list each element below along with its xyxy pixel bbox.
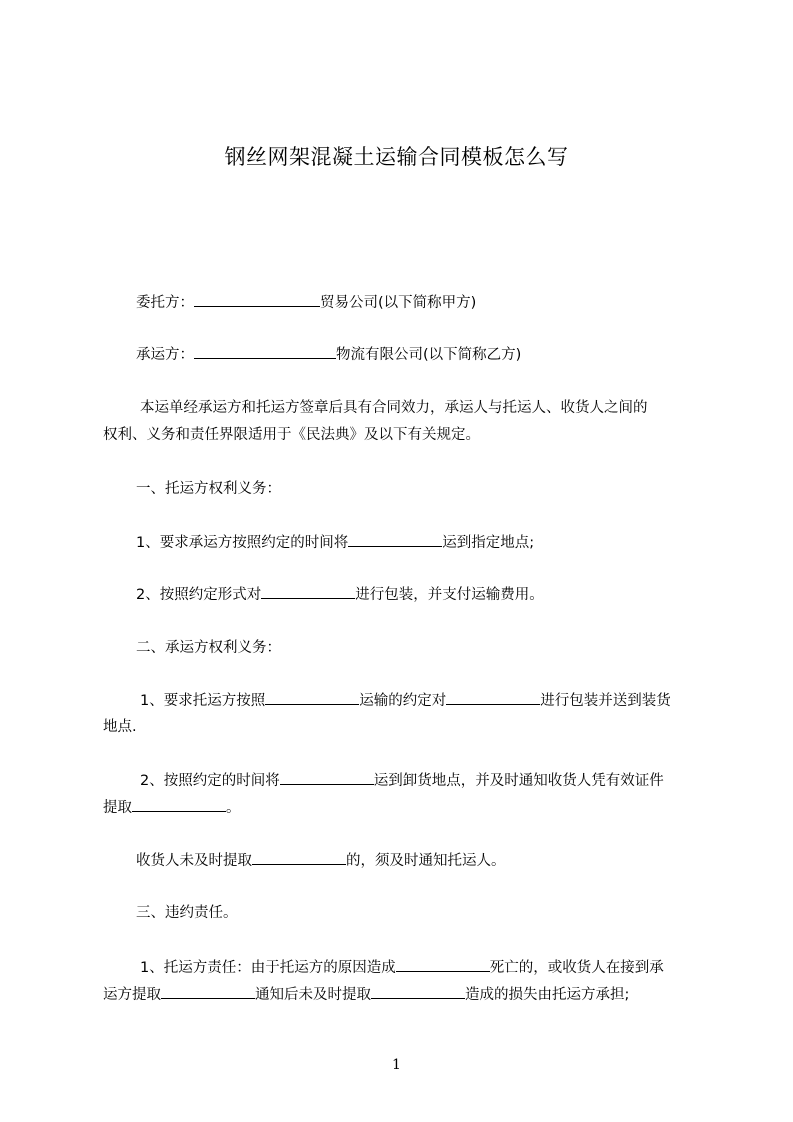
carrier-suffix: 物流有限公司(以下简称乙方) bbox=[336, 347, 522, 363]
section-2-item-2 bbox=[140, 770, 740, 791]
item-blank[interactable] bbox=[280, 770, 374, 785]
item-text: 通知后未及时提取 bbox=[255, 987, 371, 1003]
carrier-line bbox=[136, 344, 736, 365]
item-text: 1、要求承运方按照约定的时间将 bbox=[136, 535, 349, 551]
intro-line-2: 权利、义务和责任界限适用于《民法典》及以下有关规定。 bbox=[103, 427, 480, 443]
item-blank[interactable] bbox=[348, 532, 442, 547]
section-3-item-1-cont bbox=[103, 984, 703, 1005]
item-text: 1、要求托运方按照 bbox=[140, 693, 266, 709]
item-text: 运方提取 bbox=[103, 987, 161, 1003]
item-text: 收货人未及时提取 bbox=[136, 853, 252, 869]
item-blank[interactable] bbox=[252, 850, 346, 865]
item-text: 2、按照约定形式对 bbox=[136, 587, 262, 603]
item-text: 进行包装，并支付运输费用。 bbox=[355, 587, 544, 603]
item-blank[interactable] bbox=[371, 984, 465, 999]
item-blank[interactable] bbox=[161, 984, 255, 999]
item-text: 2、按照约定的时间将 bbox=[140, 773, 280, 789]
item-blank[interactable] bbox=[446, 690, 540, 705]
section-2-item-1-cont: 地点. bbox=[103, 719, 137, 735]
section-3-item-1 bbox=[140, 957, 740, 978]
section-1-item-2 bbox=[136, 584, 736, 605]
item-text: 的，须及时通知托运人。 bbox=[346, 853, 506, 869]
section-1-heading: 一、托运方权利义务： bbox=[136, 481, 281, 497]
consignor-blank[interactable] bbox=[194, 292, 320, 307]
document-title: 钢丝网架混凝土运输合同模板怎么写 bbox=[224, 145, 569, 169]
item-blank[interactable] bbox=[261, 584, 355, 599]
item-text: 1、托运方责任：由于托运方的原因造成 bbox=[140, 960, 396, 976]
item-blank[interactable] bbox=[396, 957, 490, 972]
section-2-item-1 bbox=[140, 690, 740, 711]
consignor-label: 委托方： bbox=[136, 295, 194, 311]
item-text: 运到卸货地点，并及时通知收货人凭有效证件 bbox=[373, 773, 664, 789]
item-blank[interactable] bbox=[132, 797, 226, 812]
page-number: 1 bbox=[392, 1057, 401, 1073]
section-2-note bbox=[136, 850, 736, 871]
consignor-line bbox=[136, 292, 736, 313]
item-text: 提取 bbox=[103, 800, 132, 816]
section-2-heading: 二、承运方权利义务： bbox=[136, 640, 281, 656]
section-3-heading: 三、违约责任。 bbox=[136, 905, 238, 921]
intro-line-1: 本运单经承运方和托运方签章后具有合同效力，承运人与托运人、收货人之间的 bbox=[140, 400, 648, 416]
item-text: 造成的损失由托运方承担; bbox=[465, 987, 630, 1003]
item-text: 运输的约定对 bbox=[359, 693, 447, 709]
item-text: 进行包装并送到装货 bbox=[540, 693, 671, 709]
item-text: 运到指定地点; bbox=[442, 535, 535, 551]
item-text: 。 bbox=[226, 800, 241, 816]
section-2-item-2-cont bbox=[103, 797, 703, 818]
carrier-label: 承运方： bbox=[136, 347, 194, 363]
item-blank[interactable] bbox=[265, 690, 359, 705]
consignor-suffix: 贸易公司(以下简称甲方) bbox=[320, 295, 477, 311]
carrier-blank[interactable] bbox=[194, 344, 336, 359]
item-text: 死亡的，或收货人在接到承 bbox=[489, 960, 664, 976]
section-1-item-1 bbox=[136, 532, 736, 553]
